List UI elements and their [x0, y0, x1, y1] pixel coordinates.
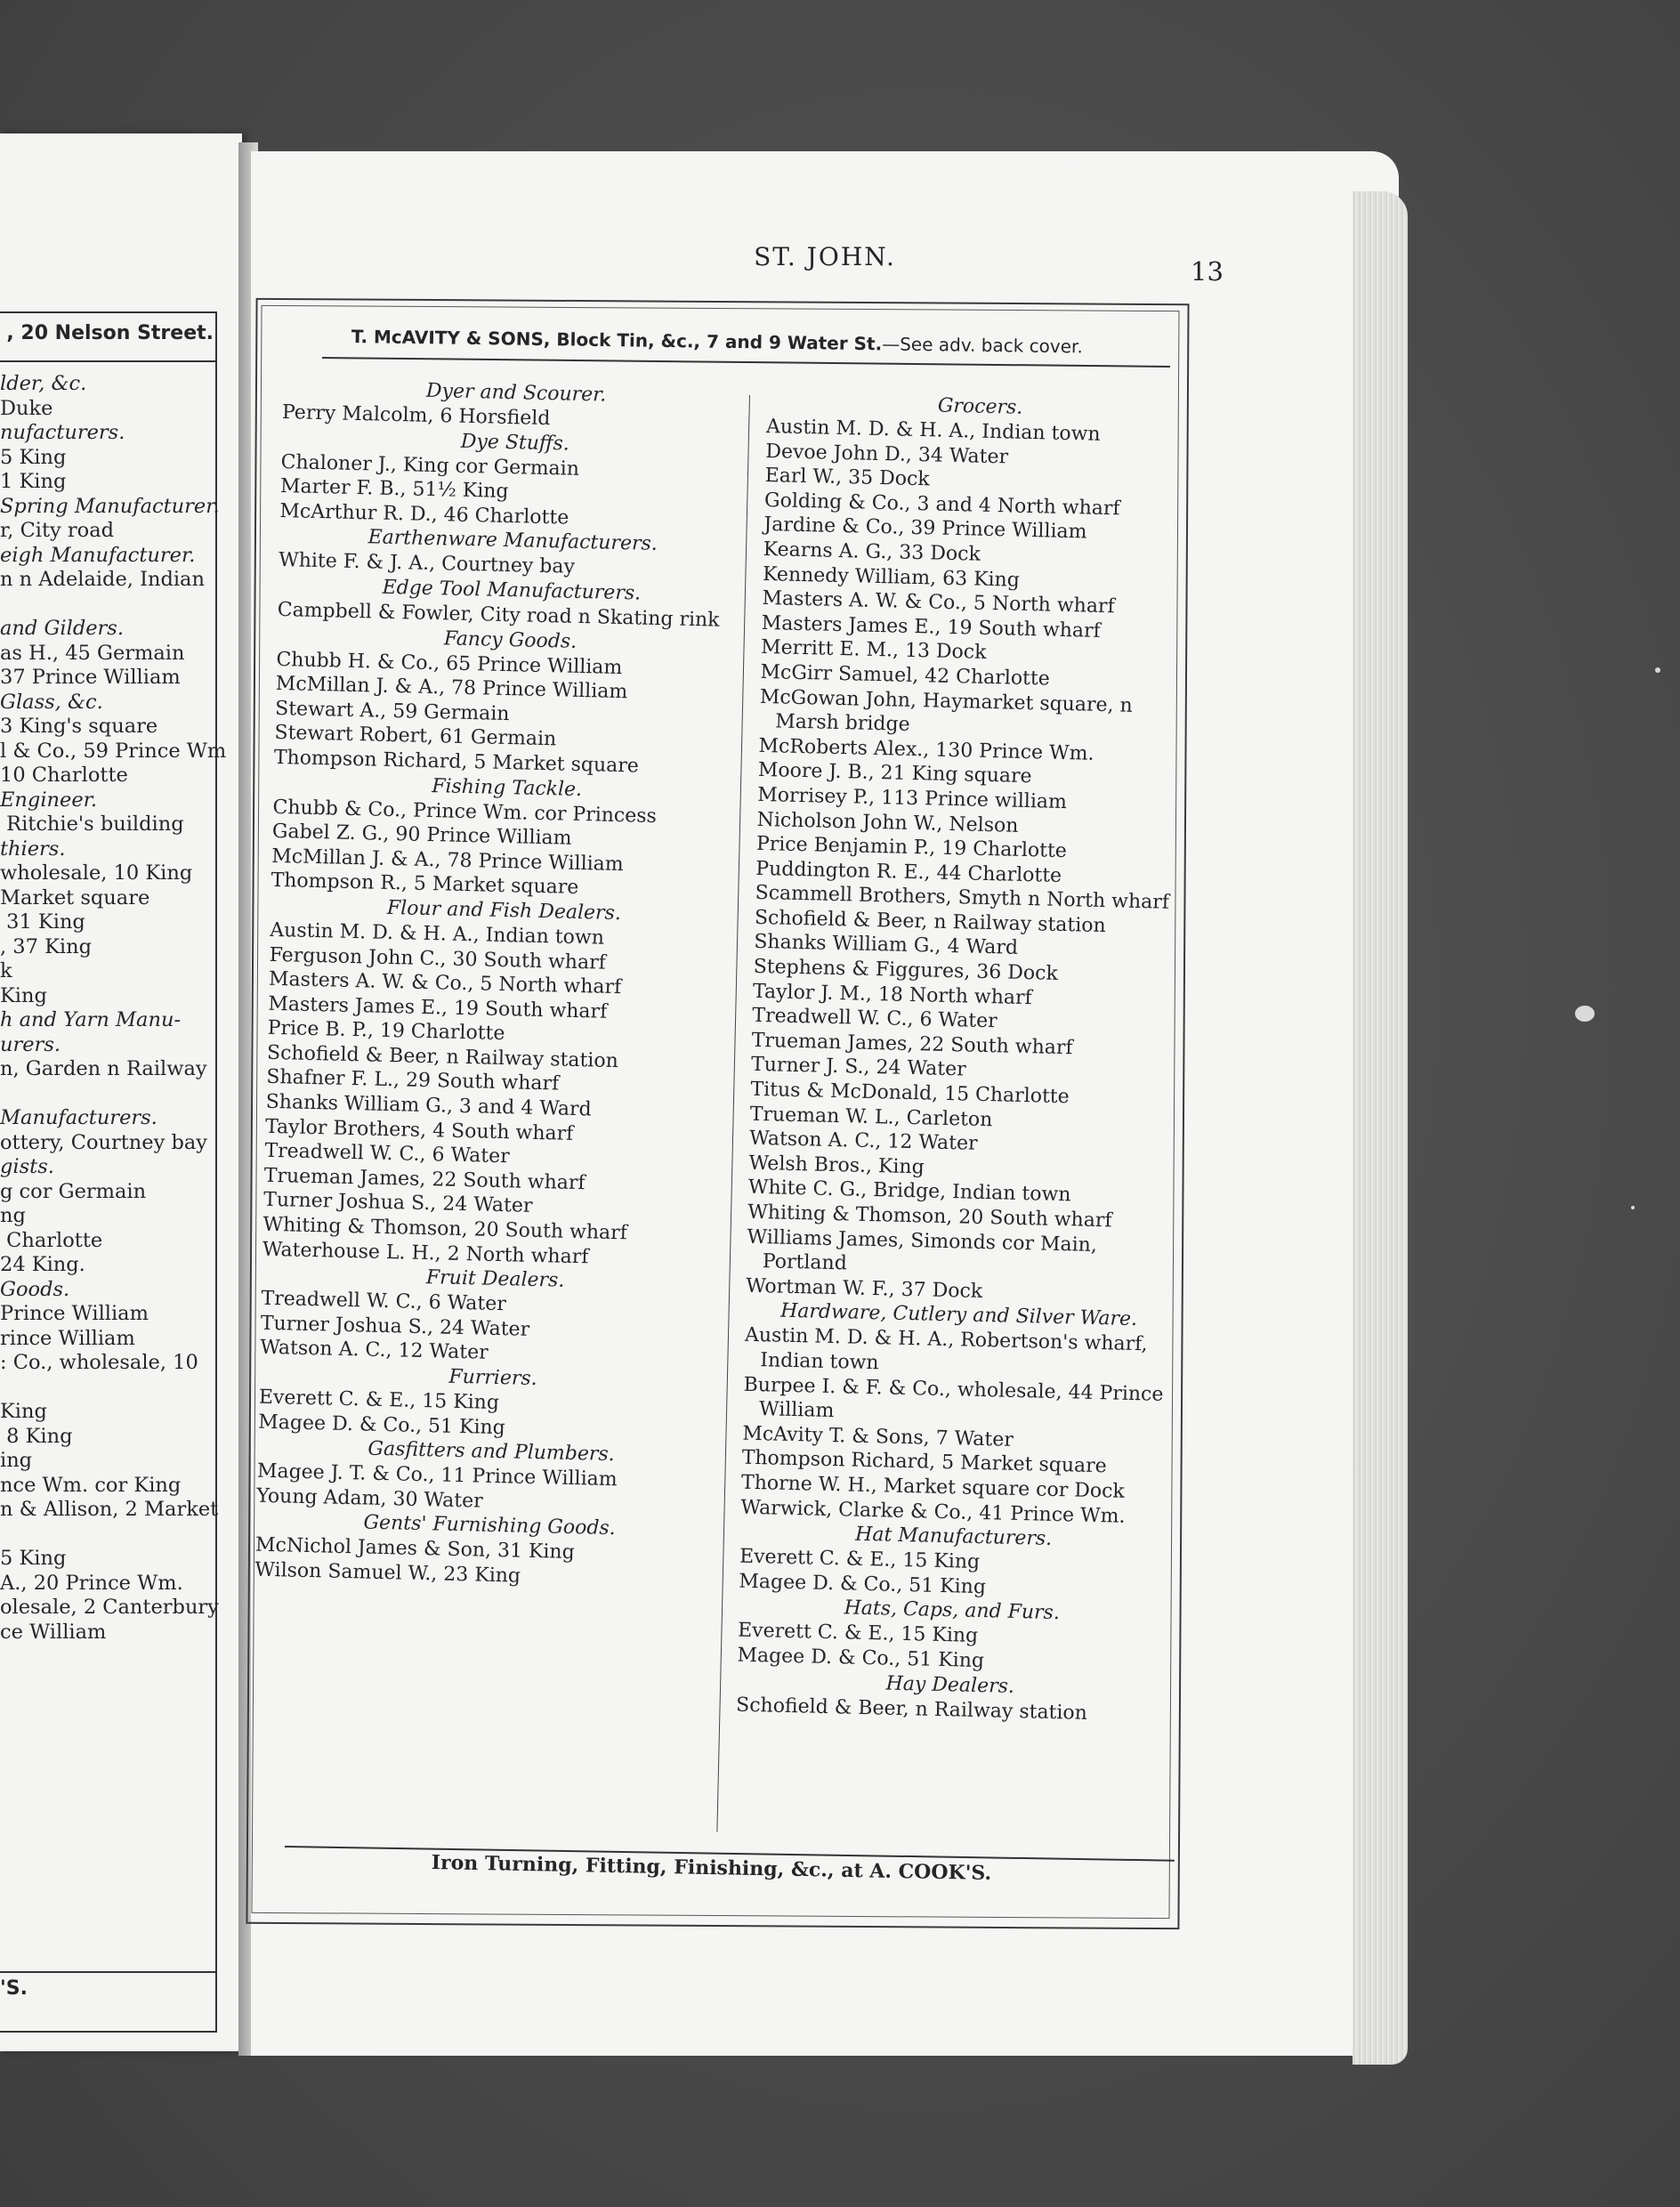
left-page-line: ce William — [0, 1620, 107, 1644]
left-page-line: Charlotte — [0, 1228, 103, 1252]
left-page-line: rince William — [0, 1326, 135, 1350]
left-page-line: Glass, &c. — [0, 690, 103, 714]
scan-speck — [1575, 1006, 1595, 1022]
left-page-line: 10 Charlotte — [0, 764, 128, 787]
directory-entry: Trueman James, 22 South wharf — [751, 1029, 1073, 1060]
directory-entry: Treadwell W. C., 6 Water — [752, 1005, 998, 1033]
directory-entry: Thompson Richard, 5 Market square — [741, 1447, 1107, 1478]
left-page — [0, 133, 242, 2051]
directory-entry: McGowan John, Haymarket square, n Marsh bridge — [759, 685, 1139, 737]
directory-entry: Ferguson John C., 30 South wharf — [269, 943, 607, 974]
directory-entry: Marter F. B., 51½ King — [279, 475, 509, 504]
left-page-line: Manufacturers. — [0, 1106, 158, 1129]
left-page-line: 5 King — [0, 445, 67, 469]
left-page-line: olesale, 2 Canterbury — [0, 1596, 219, 1619]
directory-entry: Wilson Samuel W., 23 King — [254, 1558, 521, 1588]
left-page-line: l & Co., 59 Prince Wm — [0, 739, 227, 763]
section-heading: Hay Dealers. — [885, 1672, 1015, 1698]
section-heading: Gents' Furnishing Goods. — [363, 1511, 616, 1540]
left-page-line: Spring Manufacturer. — [0, 494, 220, 518]
directory-entry: Shanks William G., 4 Ward — [754, 931, 1019, 960]
left-page-line: thiers. — [0, 837, 66, 861]
left-page-line: as H., 45 Germain — [0, 641, 185, 665]
directory-entry: Gabel Z. G., 90 Prince William — [271, 820, 572, 850]
directory-entry: Thompson Richard, 5 Market square — [273, 746, 640, 778]
directory-column-right — [736, 390, 1194, 1727]
directory-entry: Taylor J. M., 18 North wharf — [752, 980, 1032, 1009]
directory-entry: Turner Joshua S., 24 Water — [262, 1189, 533, 1218]
section-heading: Hardware, Cutlery and Silver Ware. — [779, 1300, 1138, 1331]
left-page-line: Duke — [0, 396, 53, 420]
left-page-line: lder, &c. — [0, 372, 87, 395]
directory-entry: McGirr Samuel, 42 Charlotte — [760, 660, 1051, 691]
left-page-line: : Co., wholesale, 10 — [0, 1351, 198, 1374]
section-heading: Edge Tool Manufacturers. — [382, 576, 642, 605]
left-page-line: r, City road — [0, 519, 115, 542]
directory-entry: Everett C. & E., 15 King — [258, 1386, 500, 1415]
left-page-line: h and Yarn Manu- — [0, 1008, 182, 1031]
directory-entry: Young Adam, 30 Water — [256, 1484, 483, 1513]
directory-entry: Jardine & Co., 39 Prince William — [763, 513, 1087, 544]
directory-entry: Treadwell W. C., 6 Water — [261, 1287, 507, 1316]
directory-entry: Chubb & Co., Prince Wm. cor Princess — [272, 796, 658, 828]
scan-speck — [1631, 1206, 1635, 1209]
directory-entry: Price Benjamin P., 19 Charlotte — [755, 832, 1068, 863]
left-page-line: g cor Germain — [0, 1179, 147, 1203]
directory-entry: Williams James, Simonds cor Main, Portland — [747, 1225, 1104, 1275]
directory-entry: Whiting & Thomson, 20 South wharf — [262, 1213, 628, 1245]
directory-entry: Waterhouse L. H., 2 North wharf — [262, 1238, 589, 1268]
left-page-line — [0, 593, 233, 618]
left-page-line: 8 King — [0, 1424, 73, 1448]
left-page-line: eigh Manufacturer. — [0, 543, 196, 567]
left-page-lines — [0, 372, 233, 1645]
directory-entry: Moore J. B., 21 King square — [757, 759, 1032, 788]
directory-entry: Austin M. D. & H. A., Indian town — [270, 918, 605, 950]
directory-entry: Price B. P., 19 Charlotte — [267, 1017, 505, 1046]
left-page-line: 37 Prince William — [0, 666, 181, 689]
directory-entry: McNichol James & Son, 31 King — [254, 1534, 575, 1564]
left-page-line: urers. — [0, 1032, 61, 1056]
left-page-line: , 37 King — [0, 934, 92, 958]
section-heading: Furriers. — [448, 1365, 537, 1391]
directory-entry: Everett C. & E., 15 King — [737, 1619, 979, 1648]
top-ad-bold: T. McAVITY & SONS, Block Tin, &c., 7 and 9 Water St. — [351, 326, 883, 355]
directory-entry: Treadwell W. C., 6 Water — [264, 1140, 510, 1168]
directory-entry: Earl W., 35 Dock — [764, 465, 930, 491]
left-page-line: 3 King's square — [0, 715, 158, 738]
directory-entry: McMillan J. & A., 78 Prince William — [275, 673, 628, 704]
section-heading: Hats, Caps, and Furs. — [844, 1597, 1061, 1625]
directory-entry: Devoe John D., 34 Water — [765, 440, 1009, 468]
directory-entry: Shanks William G., 3 and 4 Ward — [265, 1090, 592, 1121]
left-page-line: nce Wm. cor King — [0, 1473, 182, 1497]
left-page-line: and Gilders. — [0, 617, 124, 640]
directory-entry: Scammell Brothers, Smyth n North wharf — [755, 882, 1170, 915]
directory-entry: Everett C. & E., 15 King — [739, 1545, 981, 1574]
running-head: ST. JOHN. — [754, 242, 896, 271]
directory-entry: White F. & J. A., Courtney bay — [278, 549, 576, 579]
section-heading: Dye Stuffs. — [460, 430, 570, 456]
section-heading: Flour and Fish Dealers. — [386, 896, 622, 926]
left-page-line: Prince William — [0, 1302, 149, 1325]
directory-entry: Shafner F. L., 29 South wharf — [266, 1066, 560, 1095]
directory-entry: McRoberts Alex., 130 Prince Wm. — [758, 734, 1094, 765]
left-page-line: k — [0, 959, 12, 982]
directory-entry: Schofield & Beer, n Railway station — [754, 906, 1107, 938]
directory-entry: Nicholson John W., Nelson — [756, 808, 1019, 837]
left-page-line — [0, 1082, 233, 1107]
left-page-line: 31 King — [0, 910, 85, 934]
section-heading: Fishing Tackle. — [431, 774, 583, 801]
directory-entry: Masters A. W. & Co., 5 North wharf — [268, 967, 622, 999]
directory-column-left — [254, 376, 750, 1594]
directory-entry: Trueman W. L., Carleton — [749, 1103, 993, 1131]
left-page-line: 1 King — [0, 470, 67, 493]
section-heading: Earthenware Manufacturers. — [368, 526, 658, 556]
scan-speck — [1655, 667, 1660, 673]
left-page-line: Goods. — [0, 1277, 70, 1301]
directory-entry: Merritt E. M., 13 Dock — [760, 636, 987, 665]
left-page-line: ottery, Courtney bay — [0, 1130, 207, 1154]
directory-entry: Masters James E., 19 South wharf — [268, 992, 608, 1023]
directory-entry: Burpee I. & F. & Co., wholesale, 44 Prince William — [743, 1373, 1170, 1423]
left-page-line: Engineer. — [0, 788, 98, 812]
left-page-line: King — [0, 983, 47, 1007]
directory-entry: Magee D. & Co., 51 King — [737, 1644, 985, 1673]
directory-entry: Kennedy William, 63 King — [762, 562, 1021, 592]
left-page-line: A., 20 Prince Wm. — [0, 1571, 183, 1595]
left-page-footer: 'S. — [0, 1977, 28, 2000]
section-heading: Fruit Dealers. — [425, 1266, 565, 1292]
section-heading: Fancy Goods. — [443, 627, 578, 653]
left-page-header: , 20 Nelson Street. — [6, 322, 214, 344]
directory-entry: White C. G., Bridge, Indian town — [747, 1176, 1071, 1207]
left-page-line: 5 King — [0, 1547, 67, 1570]
directory-entry: Watson A. C., 12 Water — [748, 1127, 978, 1156]
section-heading: Hat Manufacturers. — [854, 1523, 1053, 1551]
left-footer-rule — [0, 1971, 217, 1973]
directory-entry: Stewart Robert, 61 Germain — [274, 722, 557, 751]
directory-entry: Magee D. & Co., 51 King — [739, 1570, 987, 1598]
left-page-line: n & Allison, 2 Market — [0, 1498, 219, 1521]
left-page-line: gists. — [0, 1155, 54, 1178]
directory-entry: Welsh Bros., King — [748, 1152, 925, 1179]
page-number: 13 — [1191, 256, 1224, 287]
top-ad-plain: —See adv. back cover. — [882, 333, 1083, 358]
left-page-line: Market square — [0, 885, 150, 909]
directory-entry: Morrisey P., 113 Prince william — [756, 783, 1068, 813]
directory-entry: Wortman W. F., 37 Dock — [745, 1274, 983, 1303]
directory-entry: Taylor Brothers, 4 South wharf — [264, 1115, 574, 1145]
directory-entry: Chaloner J., King cor Germain — [280, 450, 580, 481]
directory-entry: Kearns A. G., 33 Dock — [763, 538, 981, 566]
bottom-advertisement: Iron Turning, Fitting, Finishing, &c., at A. COOK'S. — [431, 1851, 992, 1886]
directory-entry: Magee J. T. & Co., 11 Prince William — [256, 1459, 618, 1492]
left-page-line — [0, 1523, 233, 1548]
directory-entry: Masters A. W. & Co., 5 North wharf — [762, 587, 1115, 618]
scan-speck — [1070, 160, 1075, 165]
directory-entry: McMillan J. & A., 78 Prince William — [271, 845, 624, 876]
left-page-line: nufacturers. — [0, 421, 125, 444]
directory-entry: Perry Malcolm, 6 Horsfield — [281, 400, 551, 431]
directory-entry: Warwick, Clarke & Co., 41 Prince Wm. — [740, 1496, 1126, 1528]
directory-entry: Austin M. D. & H. A., Robertson's wharf, Indian town — [744, 1324, 1154, 1375]
section-heading: Gasfitters and Plumbers. — [368, 1437, 615, 1467]
directory-entry: Stephens & Figgures, 36 Dock — [753, 955, 1059, 985]
directory-entry: Titus & McDonald, 15 Charlotte — [750, 1078, 1070, 1109]
left-page-line: n n Adelaide, Indian — [0, 568, 205, 591]
left-page-line: ng — [0, 1204, 26, 1227]
directory-entry: McAvity T. & Sons, 7 Water — [742, 1422, 1014, 1451]
directory-entry: Puddington R. E., 44 Charlotte — [755, 857, 1062, 887]
directory-entry: Turner Joshua S., 24 Water — [260, 1312, 530, 1341]
left-page-line: n, Garden n Railway — [0, 1057, 207, 1080]
directory-entry: Thompson R., 5 Market square — [271, 869, 579, 900]
left-page-line: 24 King. — [0, 1253, 85, 1276]
directory-entry: Whiting & Thomson, 20 South wharf — [747, 1201, 1112, 1233]
left-page-line: King — [0, 1400, 47, 1423]
directory-entry: Campbell & Fowler, City road n Skating rink — [277, 598, 720, 632]
directory-entry: McArthur R. D., 46 Charlotte — [279, 499, 569, 530]
left-page-line: wholesale, 10 King — [0, 861, 193, 885]
left-header-rule — [0, 360, 217, 362]
directory-entry: Trueman James, 22 South wharf — [263, 1164, 586, 1195]
directory-entry: Schofield & Beer, n Railway station — [266, 1041, 619, 1072]
left-page-line: Ritchie's building — [0, 812, 184, 836]
page-edges — [1353, 191, 1408, 2065]
directory-entry: Turner J. S., 24 Water — [750, 1054, 966, 1081]
directory-entry: Austin M. D. & H. A., Indian town — [765, 415, 1101, 446]
directory-entry: Thorne W. H., Market square cor Dock — [740, 1471, 1126, 1503]
directory-entry: Golding & Co., 3 and 4 North wharf — [763, 489, 1120, 521]
directory-entry: Watson A. C., 12 Water — [259, 1337, 489, 1365]
directory-entry: Stewart A., 59 Germain — [274, 697, 510, 725]
left-page-line: ing — [0, 1449, 33, 1472]
section-heading: Grocers. — [937, 394, 1023, 419]
directory-entry: Chubb H. & Co., 65 Prince William — [276, 648, 623, 679]
section-heading: Dyer and Scourer. — [425, 379, 607, 407]
left-page-line — [0, 1376, 233, 1401]
directory-entry: Masters James E., 19 South wharf — [761, 611, 1101, 643]
directory-entry: Schofield & Beer, n Railway station — [735, 1694, 1088, 1725]
directory-entry: Magee D. & Co., 51 King — [257, 1411, 506, 1439]
